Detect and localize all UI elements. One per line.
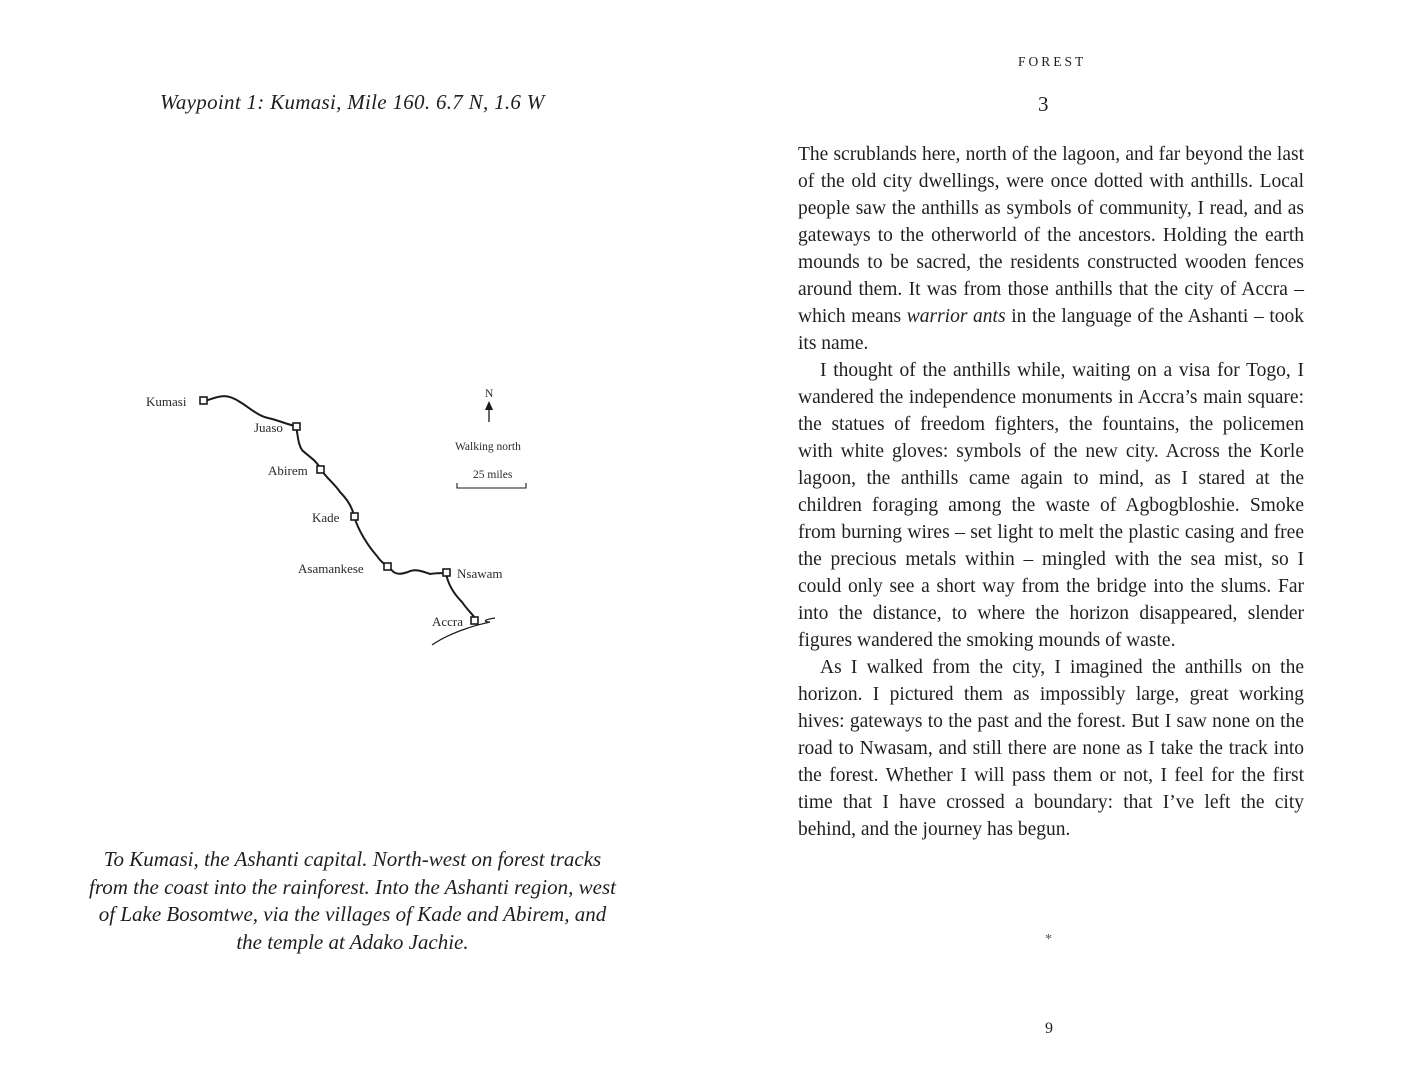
paragraph-1 bbox=[798, 141, 1304, 357]
paragraph-3: As I walked from the city, I imagined the anthills on the horizon. I pictured them as impossibly large, great working hives: gateways to the past and the forest. But I saw none on the road to Nwasam, and still there are none as I take the track into the forest. Whether I will pass them or not, I feel for the first time that I have crossed a boundary: that I’ve left the city behind, and the journey has begun. bbox=[798, 657, 1304, 840]
place-label-juaso: Juaso bbox=[254, 420, 283, 435]
north-arrow-icon bbox=[485, 401, 493, 422]
scale-label: 25 miles bbox=[473, 469, 513, 481]
scale-bar bbox=[457, 483, 526, 488]
body-text bbox=[798, 141, 1304, 843]
town-marker-abirem bbox=[317, 466, 324, 473]
place-label-abirem: Abirem bbox=[268, 463, 308, 478]
place-label-accra: Accra bbox=[432, 614, 464, 629]
route-map bbox=[130, 380, 550, 660]
paragraph-2: I thought of the anthills while, waiting on a visa for Togo, I wandered the independence monuments in Accra’s main square: the statues of freedom fighters, the fountains, the policemen with white gloves: symbols of the new city. Across the Korle lagoon, the anthills came again to mind, as I stared at the children foraging among the waste of Agbogbloshie. Smoke from burning wires – set light to melt the plastic casing and free the precious metals within – mingled with the sea mist, so I could only see a short way from the bridge into the slums. Far into the distance, to where the horizon disappeared, slender figures wandered the smoking mounds of waste. bbox=[798, 360, 1304, 651]
direction-note: Walking north bbox=[455, 441, 521, 453]
section-break: * bbox=[1045, 932, 1052, 947]
route-line bbox=[205, 396, 475, 618]
paragraph-1-text: The scrublands here, north of the lagoon, and far beyond the last of the old city dwellings, were once dotted with anthills. Local people saw the anthills as symbols of community, I read, and as gateways to the otherworld of the ancestors. Holding the earth mounds to be sacred, the residents constructed wooden fences around them. It was from those anthills that the city of Accra – which means bbox=[798, 144, 1304, 327]
town-marker-accra bbox=[471, 617, 478, 624]
map-caption: To Kumasi, the Ashanti capital. North-west on forest tracks from the coast into the rainforest. Into the Ashanti region, west of Lake Bosomtwe, via the villages of Kade and Abirem, and the temple at Adako Jachie. bbox=[89, 847, 616, 954]
place-label-asamankese: Asamankese bbox=[298, 561, 364, 576]
place-label-kumasi: Kumasi bbox=[146, 394, 187, 409]
north-label: N bbox=[485, 388, 494, 400]
left-page bbox=[0, 0, 705, 1080]
page-number: 9 bbox=[1045, 1020, 1053, 1037]
paragraph-1-italic: warrior ants bbox=[906, 306, 1006, 327]
right-page bbox=[705, 0, 1411, 1080]
town-marker-kade bbox=[351, 513, 358, 520]
place-label-kade: Kade bbox=[312, 510, 340, 525]
town-marker-kumasi bbox=[200, 397, 207, 404]
waypoint-heading: Waypoint 1: Kumasi, Mile 160. 6.7 N, 1.6 W bbox=[160, 90, 545, 114]
town-marker-nsawam bbox=[443, 569, 450, 576]
town-marker-juaso bbox=[293, 423, 300, 430]
town-marker-asamankese bbox=[384, 563, 391, 570]
chapter-number: 3 bbox=[1038, 92, 1049, 116]
running-head-text: FOREST bbox=[1018, 54, 1087, 69]
place-label-nsawam: Nsawam bbox=[457, 566, 503, 581]
paragraph-1-text-end: in the language of the Ashanti – took its name. bbox=[798, 306, 1304, 354]
